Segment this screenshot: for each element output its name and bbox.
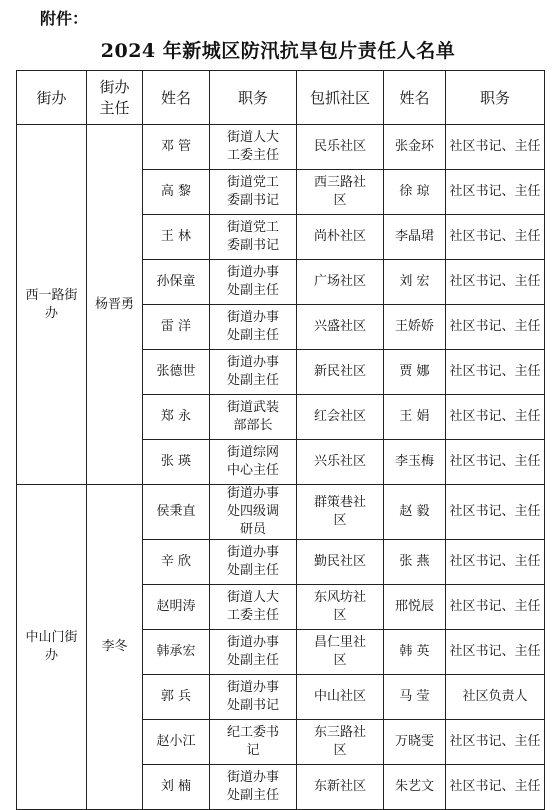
leader-name-cell: 赵明涛 xyxy=(143,585,210,630)
leader-position-cell xyxy=(210,170,297,215)
leader-position-cell-text: 街道办事处四级调研员 xyxy=(226,486,279,537)
header-community-name: 姓名 xyxy=(384,71,446,125)
community-cell-text: 东风坊社区 xyxy=(313,590,366,623)
district-cell xyxy=(17,125,87,485)
director-cell: 杨晋勇 xyxy=(87,125,143,485)
community-leader-name-cell: 万晓雯 xyxy=(384,720,446,765)
leader-position-cell-text: 街道综网中心主任 xyxy=(226,445,279,478)
community-leader-position-cell: 社区书记、主任 xyxy=(446,125,545,170)
community-cell-text: 广场社区 xyxy=(313,274,366,289)
community-leader-position-cell: 社区书记、主任 xyxy=(446,170,545,215)
community-leader-name-cell: 马 莹 xyxy=(384,675,446,720)
leader-position-cell xyxy=(210,585,297,630)
community-cell xyxy=(297,215,384,260)
header-row xyxy=(17,71,545,125)
community-cell xyxy=(297,440,384,485)
district-cell xyxy=(17,485,87,810)
community-leader-position-cell: 社区书记、主任 xyxy=(446,585,545,630)
community-cell-text: 兴乐社区 xyxy=(313,454,366,469)
header-name: 姓名 xyxy=(143,71,210,125)
leader-position-cell xyxy=(210,630,297,675)
leader-position-cell-text: 街道办事处副书记 xyxy=(226,680,279,713)
leader-position-cell xyxy=(210,440,297,485)
community-cell xyxy=(297,305,384,350)
leader-position-cell-text: 街道办事处副主任 xyxy=(226,355,279,388)
leader-name-cell: 孙保童 xyxy=(143,260,210,305)
table-body xyxy=(17,125,545,810)
community-leader-name-cell: 徐 琼 xyxy=(384,170,446,215)
community-leader-position-cell: 社区书记、主任 xyxy=(446,440,545,485)
header-director: 街办主任 xyxy=(87,71,143,125)
community-leader-name-cell: 李玉梅 xyxy=(384,440,446,485)
community-cell xyxy=(297,350,384,395)
community-leader-position-cell: 社区书记、主任 xyxy=(446,260,545,305)
leader-name-cell: 高 黎 xyxy=(143,170,210,215)
table-row xyxy=(17,125,545,170)
community-cell xyxy=(297,765,384,810)
community-leader-position-cell: 社区书记、主任 xyxy=(446,485,545,540)
district-label: 中山门街办 xyxy=(25,630,78,663)
leader-position-cell xyxy=(210,675,297,720)
community-cell-text: 东三路社区 xyxy=(313,725,366,758)
leader-position-cell-text: 街道武装部部长 xyxy=(226,400,279,433)
community-cell-text: 西三路社区 xyxy=(313,175,366,208)
community-leader-position-cell: 社区负责人 xyxy=(446,675,545,720)
community-cell-text: 红会社区 xyxy=(313,409,366,424)
leader-position-cell xyxy=(210,350,297,395)
header-district: 街办 xyxy=(17,71,87,125)
community-leader-name-cell: 刘 宏 xyxy=(384,260,446,305)
leader-position-cell-text: 街道办事处副主任 xyxy=(226,265,279,298)
community-cell-text: 中山社区 xyxy=(313,689,366,704)
community-cell-text: 群策巷社区 xyxy=(313,495,366,528)
community-cell-text: 民乐社区 xyxy=(313,139,366,154)
leader-position-cell xyxy=(210,720,297,765)
leader-name-cell: 张德世 xyxy=(143,350,210,395)
leader-position-cell xyxy=(210,260,297,305)
header-community-position: 职务 xyxy=(446,71,545,125)
community-cell xyxy=(297,675,384,720)
district-label: 西一路街办 xyxy=(25,287,78,321)
community-cell xyxy=(297,260,384,305)
leader-position-cell xyxy=(210,215,297,260)
annex-label: 附件： xyxy=(40,9,89,28)
leader-position-cell xyxy=(210,125,297,170)
leader-position-cell xyxy=(210,765,297,810)
community-leader-name-cell: 贾 娜 xyxy=(384,350,446,395)
community-cell-text: 东新社区 xyxy=(313,779,366,794)
community-leader-name-cell: 张 燕 xyxy=(384,540,446,585)
community-cell xyxy=(297,585,384,630)
community-leader-name-cell: 朱艺文 xyxy=(384,765,446,810)
community-cell xyxy=(297,485,384,540)
community-leader-position-cell: 社区书记、主任 xyxy=(446,720,545,765)
leader-position-cell xyxy=(210,540,297,585)
community-cell xyxy=(297,540,384,585)
community-cell-text: 昌仁里社区 xyxy=(313,635,366,668)
community-cell xyxy=(297,395,384,440)
header-community: 包抓社区 xyxy=(297,71,384,125)
leader-name-cell: 王 林 xyxy=(143,215,210,260)
community-cell-text: 勤民社区 xyxy=(313,554,366,569)
leader-name-cell: 韩承宏 xyxy=(143,630,210,675)
community-leader-position-cell: 社区书记、主任 xyxy=(446,350,545,395)
leader-name-cell: 郭 兵 xyxy=(143,675,210,720)
leader-position-cell-text: 街道办事处副主任 xyxy=(226,310,279,343)
document-title: 2024 年新城区防汛抗旱包片责任人名单 xyxy=(100,40,456,62)
leader-position-cell-text: 街道人大工委主任 xyxy=(226,590,279,623)
community-leader-name-cell: 韩 英 xyxy=(384,630,446,675)
community-leader-position-cell: 社区书记、主任 xyxy=(446,215,545,260)
community-cell-text: 新民社区 xyxy=(313,364,366,379)
community-leader-name-cell: 李晶珺 xyxy=(384,215,446,260)
community-cell xyxy=(297,125,384,170)
community-leader-name-cell: 赵 毅 xyxy=(384,485,446,540)
leader-position-cell xyxy=(210,395,297,440)
leader-name-cell: 刘 楠 xyxy=(143,765,210,810)
leader-name-cell: 郑 永 xyxy=(143,395,210,440)
community-cell xyxy=(297,720,384,765)
leader-position-cell-text: 纪工委书记 xyxy=(226,725,279,758)
community-leader-position-cell: 社区书记、主任 xyxy=(446,765,545,810)
community-leader-position-cell: 社区书记、主任 xyxy=(446,305,545,350)
leader-position-cell xyxy=(210,305,297,350)
community-leader-name-cell: 王娇娇 xyxy=(384,305,446,350)
table-row xyxy=(17,485,545,540)
leader-name-cell: 张 瑛 xyxy=(143,440,210,485)
leader-position-cell-text: 街道办事处副主任 xyxy=(226,545,279,578)
community-leader-position-cell: 社区书记、主任 xyxy=(446,395,545,440)
community-leader-name-cell: 王 娟 xyxy=(384,395,446,440)
leader-name-cell: 雷 洋 xyxy=(143,305,210,350)
leader-position-cell-text: 街道党工委副书记 xyxy=(226,220,279,253)
community-leader-name-cell: 邢悦辰 xyxy=(384,585,446,630)
leader-name-cell: 侯秉直 xyxy=(143,485,210,540)
leader-name-cell: 辛 欣 xyxy=(143,540,210,585)
leader-name-cell: 邓 管 xyxy=(143,125,210,170)
community-leader-position-cell: 社区书记、主任 xyxy=(446,630,545,675)
director-cell: 李冬 xyxy=(87,485,143,810)
community-cell-text: 兴盛社区 xyxy=(313,319,366,334)
header-position: 职务 xyxy=(210,71,297,125)
leader-position-cell-text: 街道党工委副书记 xyxy=(226,175,279,208)
community-cell-text: 尚朴社区 xyxy=(313,229,366,244)
leader-position-cell xyxy=(210,485,297,540)
leader-position-cell-text: 街道办事处副主任 xyxy=(226,635,279,668)
community-cell xyxy=(297,170,384,215)
community-leader-name-cell: 张金环 xyxy=(384,125,446,170)
community-leader-position-cell: 社区书记、主任 xyxy=(446,540,545,585)
community-cell xyxy=(297,630,384,675)
leader-position-cell-text: 街道办事处副主任 xyxy=(226,770,279,803)
leader-position-cell-text: 街道人大工委主任 xyxy=(226,130,279,163)
leader-name-cell: 赵小江 xyxy=(143,720,210,765)
responsibility-table xyxy=(16,70,545,810)
